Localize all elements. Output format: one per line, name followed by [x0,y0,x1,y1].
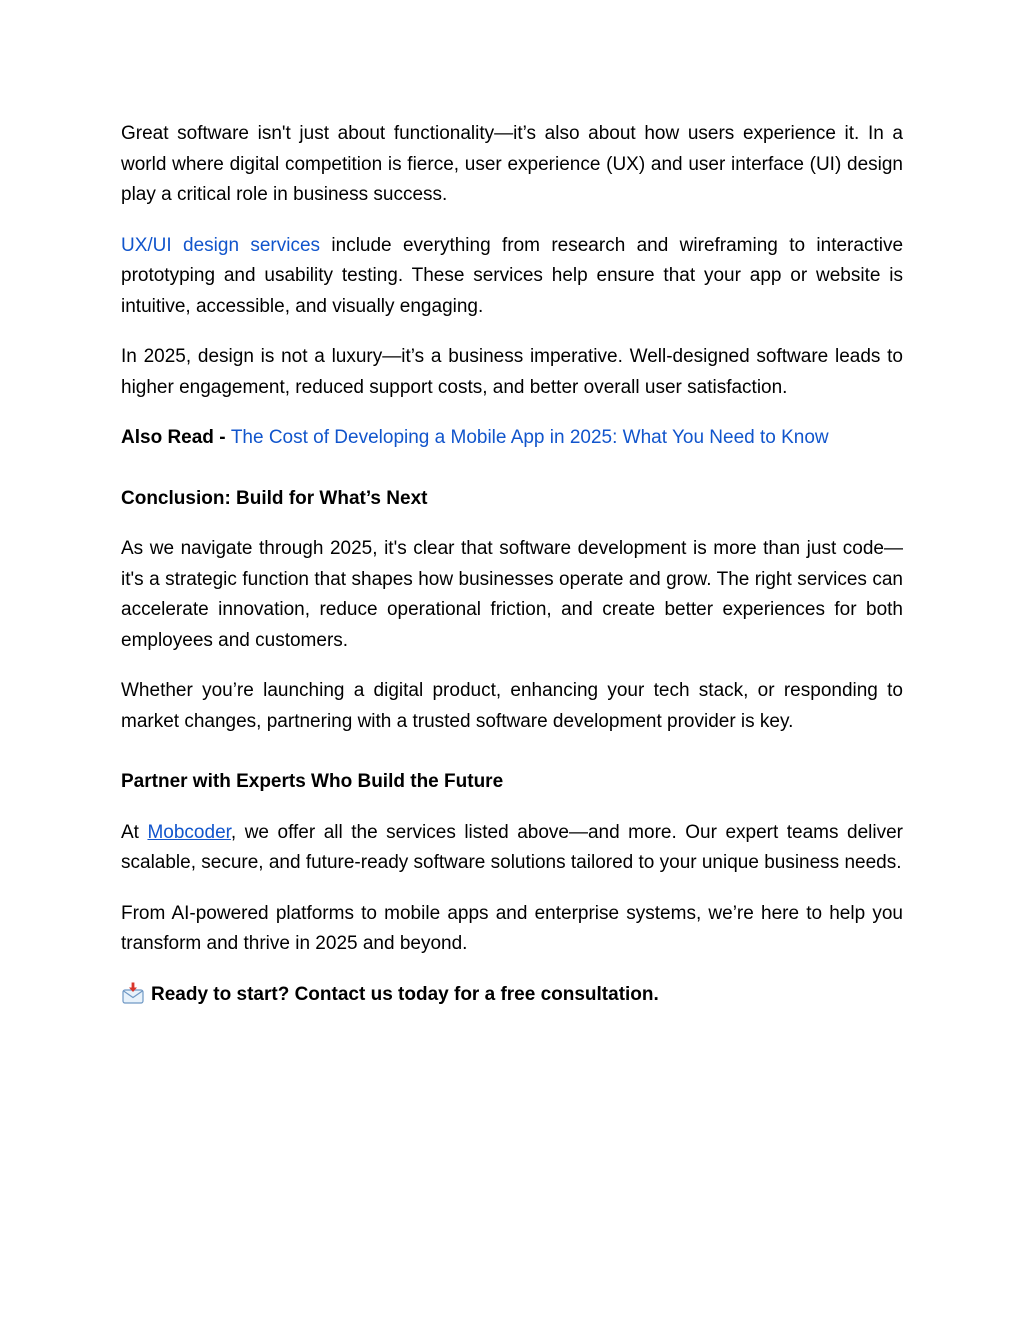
intro-paragraph-2-text: include everything from research and wireframing to interactive prototyping and usability testing. These services help ensure that your app or website is intuitive, accessible, and visually engaging. [121,234,904,317]
partner-paragraph-1 [121,818,903,879]
cta-line [121,980,903,1011]
partner-heading: Partner with Experts Who Build the Future [121,771,504,792]
conclusion-paragraph-2: Whether you’re launching a digital product, enhancing your tech stack, or responding to market changes, partnering with a trusted software development provider is key. [121,680,903,732]
partner-paragraph-2: From AI-powered platforms to mobile apps and enterprise systems, we’re here to help you transform and thrive in 2025 and beyond. [121,902,903,954]
uxui-design-services-link[interactable]: UX/UI design services [121,234,321,256]
conclusion-heading: Conclusion: Build for What’s Next [121,487,428,509]
conclusion-paragraph-1: As we navigate through 2025, it's clear that software development is more than just code—it's a strategic function that shapes how businesses operate and grow. The right services can accelerate innovation, reduce operational friction, and create better experiences for both employees and customers. [121,538,903,651]
intro-paragraph-1: Great software isn't just about functionality—it’s also about how users experience it. In a world where digital competition is fierce, user experience (UX) and user interface (UI) design play a critical role in business success. [121,123,903,205]
intro-paragraph-2 [121,231,903,323]
partner-paragraph-1-prefix: At [121,821,148,843]
cta-text: Ready to start? Contact us today for a free consultation. [151,983,659,1005]
document-page [121,119,903,1010]
also-read-label: Also Read - [121,427,231,448]
inbox-tray-envelope-icon [121,982,145,1004]
also-read-line [121,423,903,454]
partner-paragraph-1-text: , we offer all the services listed above—and more. Our expert teams deliver scalable, secure, and future-ready software solutions tailored to your unique business needs. [121,821,903,873]
also-read-link[interactable]: The Cost of Developing a Mobile App in 2025: What You Need to Know [230,427,829,448]
intro-paragraph-3: In 2025, design is not a luxury—it’s a business imperative. Well-designed software leads to higher engagement, reduced support costs, and better overall user satisfaction. [121,346,903,398]
mobcoder-link[interactable]: Mobcoder [147,821,231,843]
